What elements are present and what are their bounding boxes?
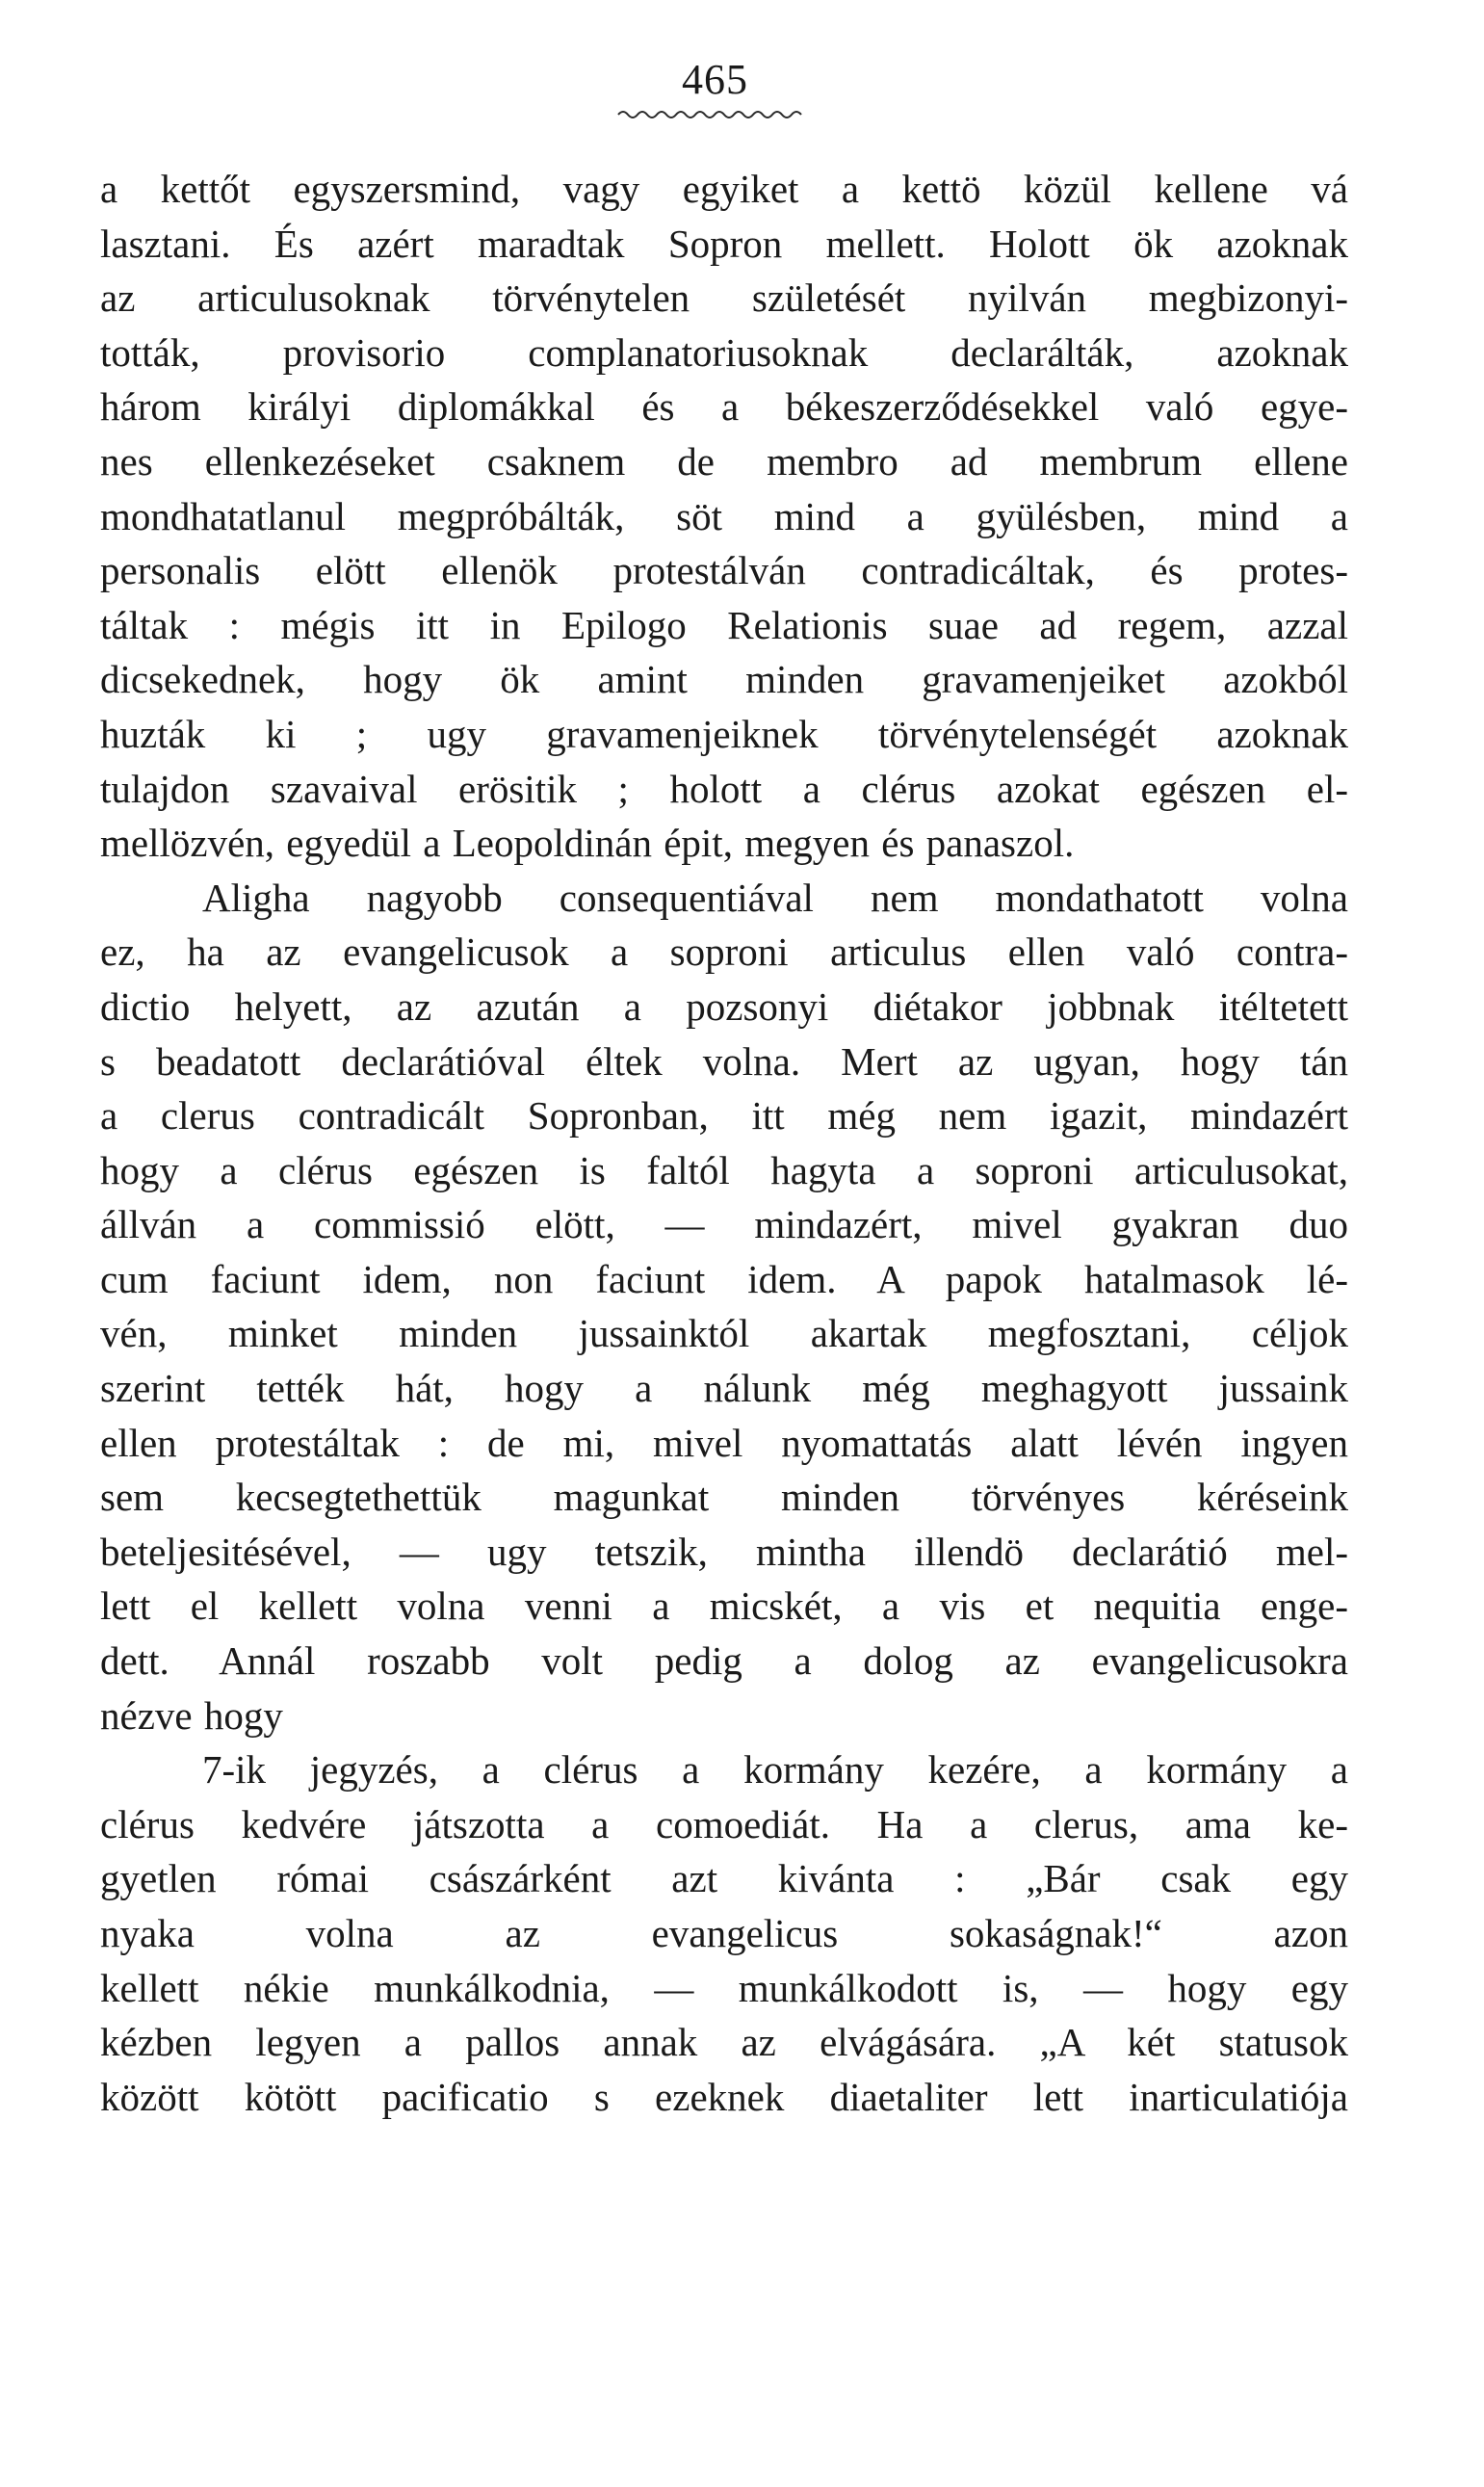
text-line: mondhatatlanul megpróbálták, söt mind a gyülésben, mind a	[100, 493, 1348, 538]
text-line: sem kecsegtethettük magunkat minden törvényes kéréseink	[100, 1475, 1348, 1520]
text-line: clérus kedvére játszotta a comoediát. Ha a clerus, ama ke-	[100, 1801, 1348, 1846]
body-text	[100, 162, 1348, 2124]
text-line: nes ellenkezéseket csaknem de membro ad membrum ellene	[100, 438, 1348, 484]
text-line: három királyi diplomákkal és a békeszerződésekkel való egye-	[100, 384, 1348, 430]
text-line: personalis elött ellenök protestálván contradicáltak, és protes-	[100, 548, 1348, 593]
text-line: nézve hogy	[100, 1692, 283, 1738]
text-line: lasztani. És azért maradtak Sopron mellett. Holott ök azoknak	[100, 221, 1348, 266]
text-line: nyaka volna az evangelicus sokaságnak!“ azon	[100, 1911, 1348, 1955]
text-line: vén, minket minden jussainktól akartak megfosztani, céljok	[100, 1311, 1348, 1356]
text-line: a kettőt egyszersmind, vagy egyiket a kettö közül kellene vá	[100, 167, 1348, 211]
text-line: állván a commissió elött, — mindazért, mivel gyakran duo	[100, 1202, 1348, 1247]
text-line: kellett nékie munkálkodnia, — munkálkodott is, — hogy egy	[100, 1965, 1348, 2010]
text-line: dett. Annál roszabb volt pedig a dolog az evangelicusokra	[100, 1638, 1348, 1684]
text-line: ez, ha az evangelicusok a soproni articulus ellen való contra-	[100, 929, 1348, 975]
paragraph-start-line: 7-ik jegyzés, a clérus a kormány kezére, a kormány a	[202, 1747, 1348, 1793]
text-line: szerint tették hát, hogy a nálunk még meghagyott jussaink	[100, 1366, 1348, 1411]
text-line: ellen protestáltak : de mi, mivel nyomattatás alatt lévén ingyen	[100, 1420, 1348, 1465]
text-line: között kötött pacificatio s ezeknek diaetaliter lett inarticulatiója	[100, 2074, 1348, 2119]
text-line: táltak : mégis itt in Epilogo Relationis suae ad regem, azzal	[100, 602, 1348, 647]
text-line: kézben legyen a pallos annak az elvágására. „A két statusok	[100, 2020, 1348, 2065]
text-line: hogy a clérus egészen is faltól hagyta a soproni articulusokat,	[100, 1147, 1348, 1192]
text-line: beteljesitésével, — ugy tetszik, mintha illendö declarátió mel-	[100, 1529, 1348, 1574]
text-line: lett el kellett volna venni a micskét, a vis et nequitia enge-	[100, 1584, 1348, 1629]
page-header	[0, 56, 1484, 104]
text-line: huzták ki ; ugy gravamenjeiknek törvénytelenségét azoknak	[100, 711, 1348, 756]
text-line: mellözvén, egyedül a Leopoldinán épit, megyen és panaszol.	[100, 821, 1075, 866]
text-line: a clerus contradicált Sopronban, itt még nem igazit, mindazért	[100, 1093, 1348, 1139]
text-line: dicsekednek, hogy ök amint minden gravamenjeiket azokból	[100, 657, 1348, 702]
text-line: s beadatott declarátióval éltek volna. Mert az ugyan, hogy tán	[100, 1038, 1348, 1084]
text-line: cum faciunt idem, non faciunt idem. A papok hatalmasok lé-	[100, 1256, 1348, 1301]
text-line: tották, provisorio complanatoriusoknak declarálták, azoknak	[100, 329, 1348, 375]
text-line: gyetlen római császárként azt kivánta : „Bár csak egy	[100, 1856, 1348, 1901]
page-number: 465	[682, 56, 748, 103]
text-line: az articulusoknak törvénytelen születését nyilván megbizonyi-	[100, 275, 1348, 321]
wavy-ornament	[616, 108, 809, 121]
paragraph-start-line: Aligha nagyobb consequentiával nem mondathatott volna	[202, 875, 1348, 920]
text-line: dictio helyett, az azután a pozsonyi diétakor jobbnak itéltetett	[100, 983, 1348, 1029]
text-line: tulajdon szavaival erösitik ; holott a clérus azokat egészen el-	[100, 766, 1348, 811]
